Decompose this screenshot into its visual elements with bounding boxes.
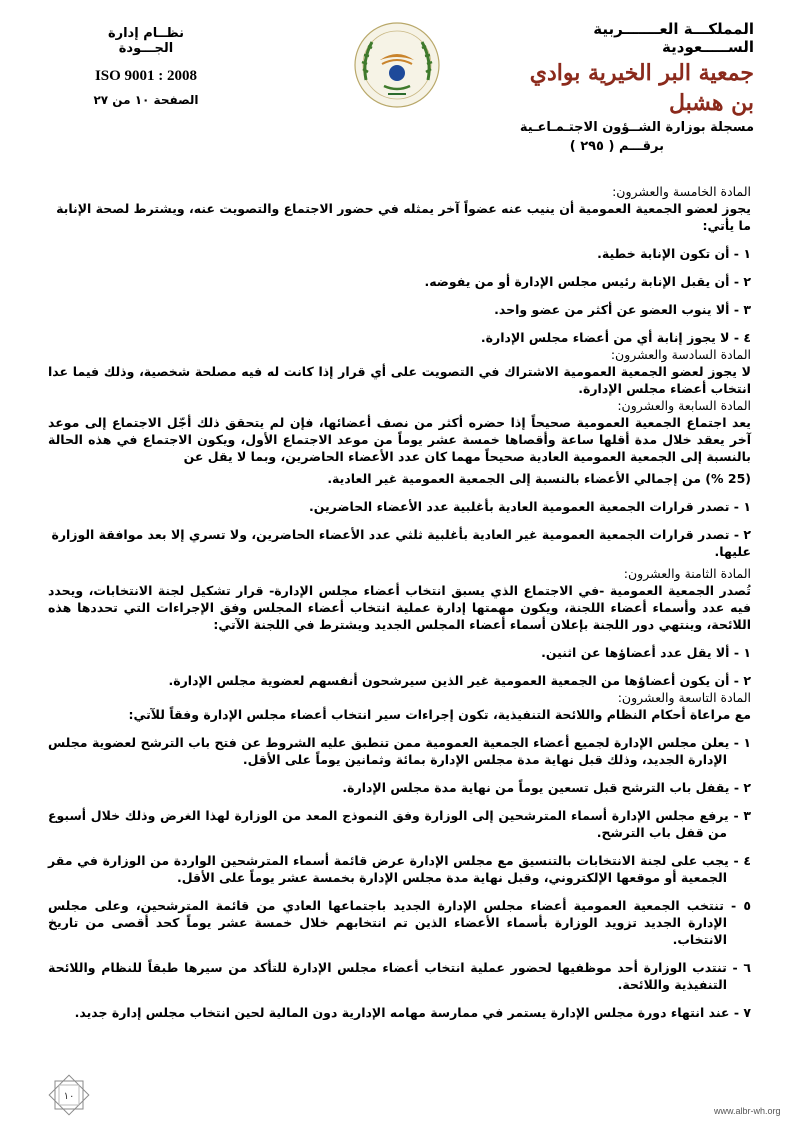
registration-number: برقـــم ( ٢٩٥ ) xyxy=(569,139,664,154)
quality-header xyxy=(86,26,206,107)
article-29-item: ٦ - تنتدب الوزارة أحد موظفيها لحضور عملية انتخاب أعضاء مجلس الإدارة للتأكد من سيرها طبقاً للنظام واللائحة التنفيذية واللائحة. xyxy=(48,960,751,992)
article-25-text: يجوز لعضو الجمعية العمومية أن ينيب عنه عضواً آخر يمثله في حضور الاجتماع والتصويت عنه، ويشترط لصحة الإنابة ما يأتي: xyxy=(56,201,751,233)
article-25-item: ٢ - أن يقبل الإنابة رئيس مجلس الإدارة أو من يفوضه. xyxy=(424,274,751,289)
article-26-title: المادة السادسة والعشرون: xyxy=(610,347,751,362)
article-29-item: ٥ - تنتخب الجمعية العمومية أعضاء مجلس الإدارة الجديد باجتماعها العادي من قائمة المترشحين، وعلى مجلس الإدارة الجديد تزويد الوزارة بأسماء الأعضاء الذين تم انتخابهم خلال خمسة عشر يوماً كحد أقصى من تاريخ الانتخاب. xyxy=(48,898,751,947)
kingdom-name: المملكـــة العـــــــربية الســـــعودية xyxy=(593,20,754,56)
article-29-item: ١ - يعلن مجلس الإدارة لجميع أعضاء الجمعية العمومية ممن تنطبق عليه الشروط عن فتح باب الترشح لعضوية مجلس الإدارة الجديد، وذلك قبل نهاية مدة مجلس الإدارة بمائة وثمانين يوماً على الأقل. xyxy=(48,735,751,767)
article-29-item: ٣ - يرفع مجلس الإدارة أسماء المترشحين إلى الوزارة وفق النموذج المعد من الوزارة لهذا الغرض وذلك خلال أسبوع من قفل باب الترشح. xyxy=(48,808,751,840)
article-26-text: لا يجوز لعضو الجمعية العمومية الاشتراك في التصويت على أي قرار إذا كانت له فيه مصلحة شخصية، وذلك فيما عدا انتخاب أعضاء مجلس الإدارة. xyxy=(48,364,751,396)
document-body xyxy=(48,183,751,1021)
article-25-item: ١ - أن تكون الإنابة خطية. xyxy=(597,246,751,261)
page-number: ١٠ xyxy=(63,1091,75,1102)
article-27-item: ١ - تصدر قرارات الجمعية العمومية العادية بأغلبية عدد الأعضاء الحاضرين. xyxy=(308,499,751,514)
page-of-label: الصفحة ١٠ من ٢٧ xyxy=(93,93,199,107)
article-27-percentage: (25 %) من إجمالي الأعضاء بالنسبة إلى الجمعية العمومية غير العادية. xyxy=(327,471,751,486)
article-28-item: ١ - ألا يقل عدد أعضاؤها عن اثنين. xyxy=(541,645,751,660)
article-25-title: المادة الخامسة والعشرون: xyxy=(612,184,751,199)
article-29-item: ٤ - يجب على لجنة الانتخابات بالتنسيق مع مجلس الإدارة عرض قائمة أسماء المترشحين الواردة من الوزارة في مقر الجمعية أو موقعها الإلكتروني، وقبل نهاية مدة مجلس الإدارة بخمسة عشر يوماً على الأقل. xyxy=(48,853,751,885)
quality-system-label: نظــام إدارة الجـــودة xyxy=(107,26,185,56)
article-28-text: تُصدر الجمعية العمومية -في الاجتماع الذي يسبق انتخاب أعضاء مجلس الإدارة- قرار تشكيل لجنة الانتخابات، ويحدد فيه عدد وأسماء أعضاء اللجنة، ويكون مهمتها إدارة عملية انتخاب أعضاء المجلس وفق الإجراءات التي تحددها هذه اللائحة، وينتهي دور اللجنة بإعلان أسماء أعضاء المجلس الجديد ويشترط في اللجنة الآتي: xyxy=(48,583,751,632)
iso-label: ISO 9001 : 2008 xyxy=(94,68,198,84)
article-29-item: ٢ - يقفل باب الترشح قبل تسعين يوماً من نهاية مدة مجلس الإدارة. xyxy=(342,780,751,795)
registration-line: مسجلة بوزارة الشــؤون الاجتـمـاعـية xyxy=(519,120,754,135)
article-29-text: مع مراعاة أحكام النظام واللائحة التنفيذية، تكون إجراءات سير انتخاب أعضاء مجلس الإدارة وفقاً للآتي: xyxy=(128,707,751,722)
article-25-item: ٤ - لا يجوز إنابة أي من أعضاء مجلس الإدارة. xyxy=(480,330,751,345)
article-27-item: ٢ - تصدر قرارات الجمعية العمومية غير العادية بأغلبية ثلثي عدد الأعضاء الحاضرين، ولا تسري إلا بعد موافقة الوزارة عليها. xyxy=(51,527,751,559)
article-29-title: المادة التاسعة والعشرون: xyxy=(617,690,751,705)
organization-header xyxy=(504,20,754,154)
website-url: www.albr-wh.org xyxy=(714,1106,781,1116)
article-28-item: ٢ - أن يكون أعضاؤها من الجمعية العمومية غير الذين سيرشحون أنفسهم لعضوية مجلس الإدارة. xyxy=(168,673,751,688)
article-27-title: المادة السابعة والعشرون: xyxy=(617,398,751,413)
page-number-ornament-icon xyxy=(46,1072,92,1118)
article-27-text: يعد اجتماع الجمعية العمومية صحيحاً إذا حضره أكثر من نصف أعضائها، فإن لم يتحقق ذلك أجّل الاجتماع إلى موعد آخر يعقد خلال مدة أقلها ساعة وأقصاها خمسة عشر يوماً من موعد الاجتماع الأول، ويكون الاجتماع في هذه الحالة بالنسبة إلى الجمعية العمومية العادية صحيحاً مهما كان عدد الأعضاء الحاضرين، وبما لا يقل عن xyxy=(48,415,751,464)
article-25-item: ٣ - ألا ينوب العضو عن أكثر من عضو واحد. xyxy=(494,302,751,317)
article-29-item: ٧ - عند انتهاء دورة مجلس الإدارة يستمر في ممارسة مهامه الإدارية دون المالية لحين انتخاب مجلس إدارة جديد. xyxy=(74,1005,751,1020)
article-28-title: المادة الثامنة والعشرون: xyxy=(623,566,751,581)
association-name: جمعية البر الخيرية بوادي بن هشبل xyxy=(529,60,754,116)
association-logo-icon xyxy=(352,20,442,110)
